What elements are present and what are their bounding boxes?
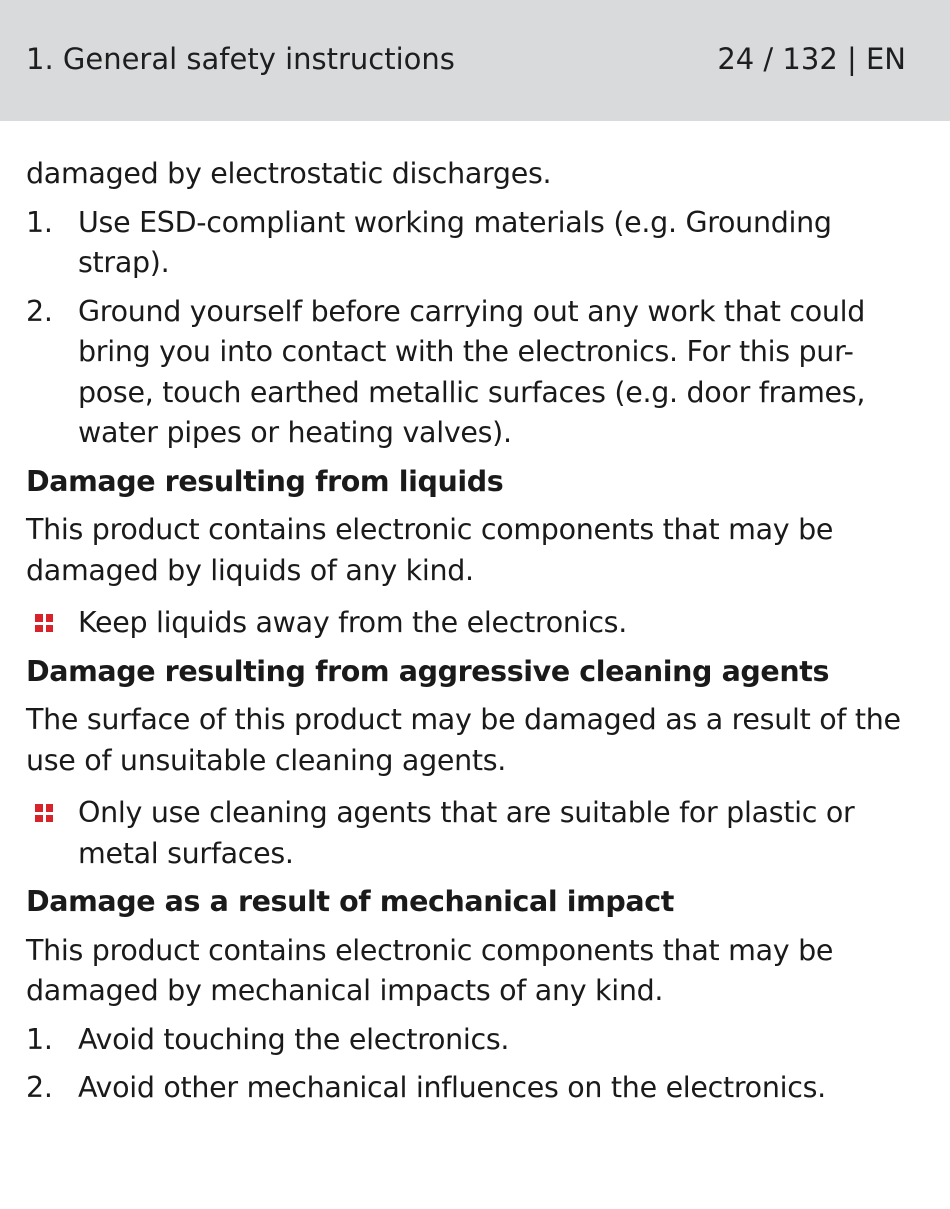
list-item-text: Ground yourself before carrying out any work that could bring you into contact with the electronics. For this pur-pose, touch earthed metallic surfaces (e.g. door frames, water pipes or heating valves).	[78, 294, 866, 449]
red-square-bullet-icon	[35, 614, 53, 632]
heading-mechanical: Damage as a result of mechanical impact	[26, 885, 674, 918]
list-number: 1.	[26, 1022, 53, 1056]
bullet-item-text: Keep liquids away from the electronics.	[78, 606, 627, 639]
heading-cleaning: Damage resulting from aggressive cleaning agents	[26, 654, 830, 688]
list-item	[26, 1020, 906, 1061]
paragraph-liquids: This product contains electronic components that may be damaged by liquids of any kind.	[26, 513, 834, 587]
list-item	[26, 203, 906, 284]
list-number: 2.	[26, 294, 53, 328]
list-item-text: Use ESD-compliant working materials (e.g. Grounding strap).	[78, 205, 832, 279]
bullet-item	[26, 603, 906, 644]
list-item	[26, 1068, 906, 1109]
bullet-item-text: Only use cleaning agents that are suitable for plastic or metal surfaces.	[78, 796, 855, 870]
section-title: 1. General safety instructions	[26, 42, 455, 76]
page-indicator: 24 / 132 | EN	[717, 42, 906, 76]
heading-liquids: Damage resulting from liquids	[26, 464, 504, 498]
list-number: 1.	[26, 205, 53, 239]
list-item-text: Avoid touching the electronics.	[78, 1022, 510, 1056]
intro-paragraph: damaged by electrostatic discharges.	[26, 157, 552, 190]
list-item-text: Avoid other mechanical influences on the electronics.	[78, 1071, 826, 1104]
paragraph-cleaning: The surface of this product may be damaged as a result of the use of unsuitable cleaning agents.	[26, 703, 901, 777]
list-item	[26, 292, 906, 454]
document-body	[26, 154, 906, 1117]
paragraph-mechanical: This product contains electronic components that may be damaged by mechanical impacts of any kind.	[26, 933, 834, 1007]
page-header	[0, 0, 950, 121]
list-number: 2.	[26, 1071, 53, 1104]
bullet-item	[26, 793, 906, 874]
red-square-bullet-icon	[35, 804, 53, 822]
